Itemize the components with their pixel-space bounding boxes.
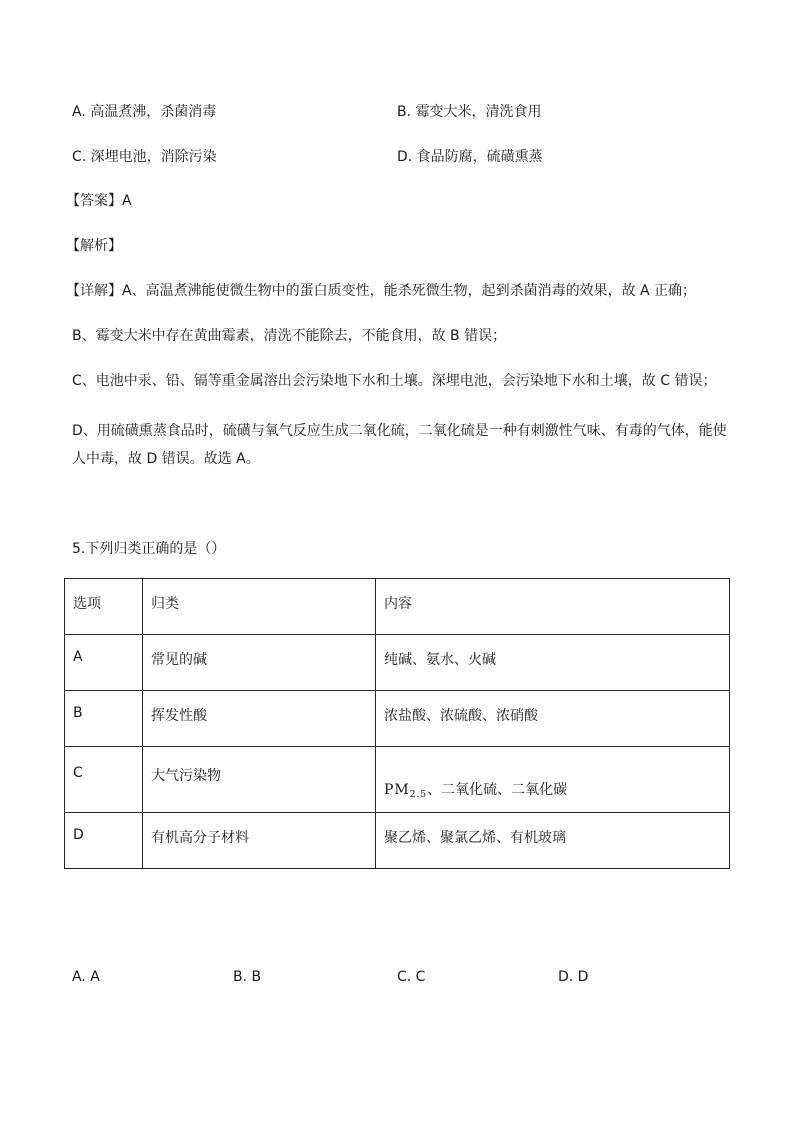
header-category: 归类 xyxy=(143,579,376,635)
pm-text: PM xyxy=(384,782,410,798)
q5-option-c: C. C xyxy=(397,969,426,985)
q5-option-b: B. B xyxy=(233,969,262,985)
row-content: 浓盐酸、浓硫酸、浓硝酸 xyxy=(376,691,730,747)
row-content: 纯碱、氨水、火碱 xyxy=(376,635,730,691)
answer-line xyxy=(66,192,132,210)
detail-line-b: B、霉变大米中存在黄曲霉素，清洗不能除去，不能食用，故 B 错误； xyxy=(72,328,507,344)
table-header-row xyxy=(65,579,730,635)
detail-tag: 【详解】 xyxy=(66,283,122,299)
detail-text-a: A、高温煮沸能使微生物中的蛋白质变性，能杀死微生物，起到杀菌消毒的效果，故 A 正确； xyxy=(122,283,697,299)
row-content xyxy=(376,747,730,813)
q4-option-b: B. 霉变大米，清洗食用 xyxy=(397,104,542,120)
q5-table xyxy=(64,578,730,869)
row-category: 有机高分子材料 xyxy=(143,813,376,869)
answer-value: A xyxy=(122,193,132,209)
table-row xyxy=(65,813,730,869)
q4-option-c: C. 深埋电池，消除污染 xyxy=(72,149,217,165)
row-option: A xyxy=(65,635,143,691)
answer-tag: 【答案】 xyxy=(66,193,122,209)
analysis-tag: 【解析】 xyxy=(66,238,122,254)
q5-option-a: A. A xyxy=(72,969,100,985)
q4-option-d: D. 食品防腐，硫磺熏蒸 xyxy=(397,149,543,165)
header-content: 内容 xyxy=(376,579,730,635)
table-row xyxy=(65,691,730,747)
detail-line-c: C、电池中汞、铅、镉等重金属溶出会污染地下水和土壤。深埋电池，会污染地下水和土壤，故 C 错误； xyxy=(72,373,717,389)
row-category: 大气污染物 xyxy=(143,747,376,813)
row-option: D xyxy=(65,813,143,869)
row-option: C xyxy=(65,747,143,813)
table-row xyxy=(65,747,730,813)
table-row xyxy=(65,635,730,691)
row-content: 聚乙烯、聚氯乙烯、有机玻璃 xyxy=(376,813,730,869)
header-option: 选项 xyxy=(65,579,143,635)
row-category: 挥发性酸 xyxy=(143,691,376,747)
row-content-rest: 、二氧化硫、二氧化碳 xyxy=(427,782,568,798)
q4-option-a: A. 高温煮沸，杀菌消毒 xyxy=(72,104,217,120)
q5-option-d: D. D xyxy=(558,969,589,985)
row-category: 常见的碱 xyxy=(143,635,376,691)
row-option: B xyxy=(65,691,143,747)
pm-subscript: 2.5 xyxy=(409,790,428,800)
detail-line-d: D、用硫磺熏蒸食品时，硫磺与氧气反应生成二氧化硫，二氧化硫是一种有刺激性气味、有毒的气体，能使人中毒，故 D 错误。故选 A。 xyxy=(72,423,727,467)
detail-line-a xyxy=(66,282,696,300)
q5-stem: 5.下列归类正确的是（） xyxy=(72,541,226,557)
